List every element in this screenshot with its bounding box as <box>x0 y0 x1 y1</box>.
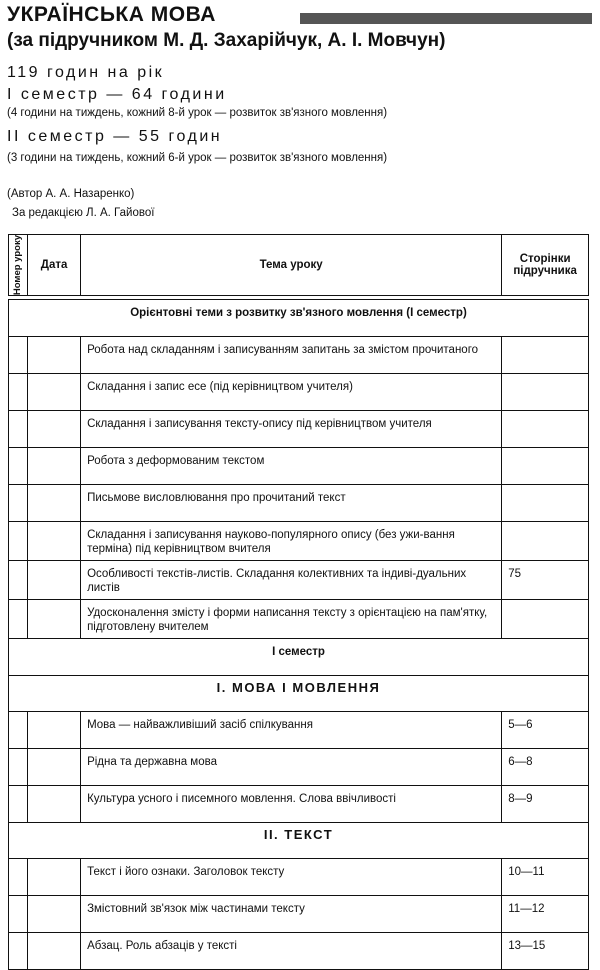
topic-cell: Культура усного і писемного мовлення. Слова ввічливості <box>81 786 502 823</box>
lesson-number-cell <box>9 600 28 639</box>
table-row <box>9 448 589 485</box>
date-cell <box>28 374 81 411</box>
table-row <box>9 485 589 522</box>
date-cell <box>28 786 81 823</box>
pages-cell: 6—8 <box>502 749 589 786</box>
table-row <box>9 522 589 561</box>
table-row <box>9 337 589 374</box>
table-row <box>9 896 589 933</box>
date-cell <box>28 485 81 522</box>
lesson-number-cell <box>9 374 28 411</box>
table-row <box>9 933 589 970</box>
page-subtitle: (за підручником М. Д. Захарійчук, А. І. Мовчун) <box>7 30 446 51</box>
page-title: УКРАЇНСЬКА МОВА <box>7 3 216 26</box>
pages-cell: 11—12 <box>502 896 589 933</box>
lesson-number-cell <box>9 485 28 522</box>
topic-cell: Удосконалення змісту і форми написання тексту з орієнтацією на пам'ятку, підготовлену вчителем <box>81 600 502 639</box>
editor-line: За редакцією Л. А. Гайової <box>12 207 155 219</box>
lesson-number-cell <box>9 786 28 823</box>
pages-cell <box>502 448 589 485</box>
table-row <box>9 561 589 600</box>
pages-cell <box>502 337 589 374</box>
semester1-note: (4 години на тиждень, кожний 8-й урок — розвиток зв'язного мовлення) <box>7 107 388 119</box>
date-cell <box>28 600 81 639</box>
col-pages: Сторінки підручника <box>502 235 589 296</box>
date-cell <box>28 896 81 933</box>
topic-cell: Робота над складанням і записуванням запитань за змістом прочитаного <box>81 337 502 374</box>
hours-total: 119 годин на рік <box>7 64 165 81</box>
lesson-number-cell <box>9 411 28 448</box>
section-row <box>9 823 589 859</box>
pages-cell <box>502 600 589 639</box>
section-title: ІІ. ТЕКСТ <box>9 823 589 859</box>
topic-cell: Складання і запис есе (під керівництвом учителя) <box>81 374 502 411</box>
date-cell <box>28 522 81 561</box>
section-row <box>9 639 589 676</box>
lesson-number-cell <box>9 896 28 933</box>
topic-cell: Складання і записування науково-популярного опису (без ужи-вання терміна) під керівництвом вчителя <box>81 522 502 561</box>
table-row <box>9 712 589 749</box>
topic-cell: Абзац. Роль абзаців у тексті <box>81 933 502 970</box>
lesson-number-cell <box>9 933 28 970</box>
col-topic: Тема уроку <box>81 235 502 296</box>
date-cell <box>28 561 81 600</box>
table-row <box>9 411 589 448</box>
pages-cell <box>502 485 589 522</box>
topic-cell: Текст і його ознаки. Заголовок тексту <box>81 859 502 896</box>
col-lesson-number: Номер уроку <box>9 235 28 296</box>
lesson-number-cell <box>9 859 28 896</box>
section-title: І семестр <box>9 639 589 676</box>
topic-cell: Особливості текстів-листів. Складання колективних та індиві-дуальних листів <box>81 561 502 600</box>
pages-cell <box>502 411 589 448</box>
topic-cell: Мова — найважливіший засіб спілкування <box>81 712 502 749</box>
table-row <box>9 786 589 823</box>
section-row <box>9 300 589 337</box>
table-row <box>9 749 589 786</box>
lesson-number-cell <box>9 712 28 749</box>
semester1-hours: І семестр — 64 години <box>7 86 227 103</box>
topic-cell: Рідна та державна мова <box>81 749 502 786</box>
date-cell <box>28 337 81 374</box>
date-cell <box>28 859 81 896</box>
topic-cell: Робота з деформованим текстом <box>81 448 502 485</box>
date-cell <box>28 411 81 448</box>
pages-cell <box>502 522 589 561</box>
date-cell <box>28 749 81 786</box>
pages-cell: 10—11 <box>502 859 589 896</box>
pages-cell: 8—9 <box>502 786 589 823</box>
pages-cell: 75 <box>502 561 589 600</box>
section-row <box>9 676 589 712</box>
topic-cell: Письмове висловлювання про прочитаний текст <box>81 485 502 522</box>
section-title: Орієнтовні теми з розвитку зв'язного мовлення (І семестр) <box>9 300 589 337</box>
table-row <box>9 600 589 639</box>
pages-cell <box>502 374 589 411</box>
table-row <box>9 374 589 411</box>
col-date: Дата <box>28 235 81 296</box>
table-row <box>9 859 589 896</box>
author-line: (Автор А. А. Назаренко) <box>7 188 135 200</box>
semester2-note: (3 години на тиждень, кожний 6-й урок — розвиток зв'язного мовлення) <box>7 152 388 164</box>
lesson-number-cell <box>9 522 28 561</box>
lesson-number-cell <box>9 448 28 485</box>
lesson-table <box>8 299 589 970</box>
lesson-number-cell <box>9 337 28 374</box>
date-cell <box>28 448 81 485</box>
lesson-number-cell <box>9 749 28 786</box>
lesson-number-cell <box>9 561 28 600</box>
table-header <box>8 234 589 296</box>
topic-cell: Змістовний зв'язок між частинами тексту <box>81 896 502 933</box>
pages-cell: 13—15 <box>502 933 589 970</box>
section-title: І. МОВА І МОВЛЕННЯ <box>9 676 589 712</box>
pages-cell: 5—6 <box>502 712 589 749</box>
date-cell <box>28 933 81 970</box>
date-cell <box>28 712 81 749</box>
title-decor-bar <box>300 13 592 24</box>
semester2-hours: ІІ семестр — 55 годин <box>7 128 223 145</box>
topic-cell: Складання і записування тексту-опису під керівництвом учителя <box>81 411 502 448</box>
